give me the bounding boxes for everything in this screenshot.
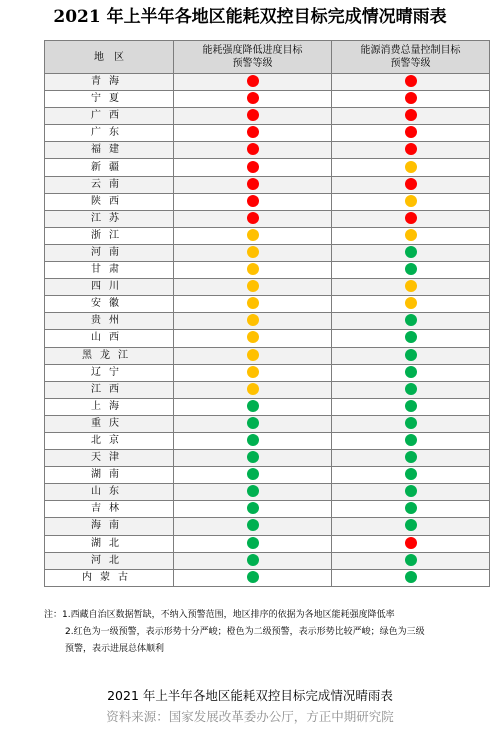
warning-red-dot-icon — [247, 126, 259, 138]
region-cell: 陕西 — [45, 193, 174, 210]
warning-green-dot-icon — [247, 519, 259, 531]
region-cell: 河南 — [45, 244, 174, 261]
warning-green-dot-icon — [405, 571, 417, 583]
warning-green-dot-icon — [405, 468, 417, 480]
intensity-level-cell — [174, 415, 332, 432]
table-row — [45, 569, 490, 586]
table-row — [45, 467, 490, 484]
region-cell: 湖北 — [45, 535, 174, 552]
total-level-cell — [332, 330, 490, 347]
total-level-cell — [332, 227, 490, 244]
intensity-level-cell — [174, 535, 332, 552]
warning-green-dot-icon — [247, 451, 259, 463]
warning-red-dot-icon — [247, 195, 259, 207]
region-cell: 广西 — [45, 108, 174, 125]
warning-green-dot-icon — [405, 502, 417, 514]
figure-caption: 2021 年上半年各地区能耗双控目标完成情况晴雨表 — [107, 688, 393, 703]
total-level-cell — [332, 313, 490, 330]
region-cell: 湖南 — [45, 467, 174, 484]
total-level-cell — [332, 484, 490, 501]
table-row — [45, 176, 490, 193]
note-line-2: 2.红色为一级预警，表示形势十分严峻；橙色为二级预警，表示形势比较严峻；绿色为三级 — [65, 627, 425, 637]
table-row — [45, 432, 490, 449]
region-cell: 甘肃 — [45, 262, 174, 279]
warning-orange-dot-icon — [247, 366, 259, 378]
intensity-level-cell — [174, 176, 332, 193]
warning-green-dot-icon — [247, 400, 259, 412]
table-row — [45, 159, 490, 176]
warning-red-dot-icon — [405, 92, 417, 104]
intensity-level-cell — [174, 193, 332, 210]
page-title: 2021 年上半年各地区能耗双控目标完成情况晴雨表 — [53, 7, 447, 27]
intensity-level-cell — [174, 142, 332, 159]
warning-green-dot-icon — [247, 434, 259, 446]
total-level-cell — [332, 142, 490, 159]
table-row — [45, 193, 490, 210]
total-level-cell — [332, 279, 490, 296]
total-level-cell — [332, 244, 490, 261]
table-row — [45, 125, 490, 142]
intensity-level-cell — [174, 91, 332, 108]
intensity-level-cell — [174, 432, 332, 449]
warning-red-dot-icon — [247, 212, 259, 224]
warning-orange-dot-icon — [247, 280, 259, 292]
warning-green-dot-icon — [405, 434, 417, 446]
table-row — [45, 364, 490, 381]
intensity-level-cell — [174, 210, 332, 227]
region-cell: 贵州 — [45, 313, 174, 330]
table-row — [45, 552, 490, 569]
warning-orange-dot-icon — [247, 383, 259, 395]
total-level-cell — [332, 74, 490, 91]
warning-orange-dot-icon — [247, 349, 259, 361]
table-row — [45, 244, 490, 261]
warning-red-dot-icon — [247, 161, 259, 173]
table-row — [45, 227, 490, 244]
total-level-cell — [332, 450, 490, 467]
warning-orange-dot-icon — [405, 229, 417, 241]
table-row — [45, 296, 490, 313]
intensity-level-cell — [174, 159, 332, 176]
total-level-cell — [332, 552, 490, 569]
region-cell: 新疆 — [45, 159, 174, 176]
intensity-level-cell — [174, 74, 332, 91]
warning-red-dot-icon — [405, 212, 417, 224]
warning-orange-dot-icon — [405, 195, 417, 207]
region-cell: 内蒙古 — [45, 569, 174, 586]
region-cell: 云南 — [45, 176, 174, 193]
intensity-level-cell — [174, 108, 332, 125]
total-level-cell — [332, 347, 490, 364]
region-cell: 海南 — [45, 518, 174, 535]
warning-table — [44, 40, 490, 587]
warning-orange-dot-icon — [247, 314, 259, 326]
total-level-cell — [332, 210, 490, 227]
total-level-cell — [332, 296, 490, 313]
warning-orange-dot-icon — [247, 246, 259, 258]
total-level-cell — [332, 159, 490, 176]
intensity-level-cell — [174, 450, 332, 467]
intensity-level-cell — [174, 296, 332, 313]
table-header-row — [45, 41, 490, 74]
total-level-cell — [332, 125, 490, 142]
table-row — [45, 381, 490, 398]
header-total-line1: 能源消费总量控制目标 — [360, 45, 461, 56]
total-level-cell — [332, 501, 490, 518]
intensity-level-cell — [174, 244, 332, 261]
warning-red-dot-icon — [405, 178, 417, 190]
table-row — [45, 108, 490, 125]
region-cell: 青海 — [45, 74, 174, 91]
intensity-level-cell — [174, 313, 332, 330]
source-line: 资料来源：国家发展改革委办公厅，方正中期研究院 — [106, 709, 394, 724]
table-row — [45, 91, 490, 108]
notes — [44, 607, 490, 658]
warning-green-dot-icon — [247, 468, 259, 480]
intensity-level-cell — [174, 398, 332, 415]
note-line-3: 预警，表示进展总体顺利 — [65, 644, 165, 654]
warning-red-dot-icon — [405, 75, 417, 87]
region-cell: 福建 — [45, 142, 174, 159]
warning-orange-dot-icon — [405, 161, 417, 173]
intensity-level-cell — [174, 569, 332, 586]
intensity-level-cell — [174, 262, 332, 279]
warning-orange-dot-icon — [405, 280, 417, 292]
region-cell: 黑龙江 — [45, 347, 174, 364]
total-level-cell — [332, 108, 490, 125]
warning-green-dot-icon — [405, 485, 417, 497]
warning-green-dot-icon — [405, 451, 417, 463]
table-row — [45, 279, 490, 296]
warning-orange-dot-icon — [247, 229, 259, 241]
region-cell: 河北 — [45, 552, 174, 569]
warning-green-dot-icon — [405, 246, 417, 258]
warning-green-dot-icon — [405, 349, 417, 361]
total-level-cell — [332, 262, 490, 279]
warning-green-dot-icon — [247, 502, 259, 514]
warning-green-dot-icon — [405, 383, 417, 395]
warning-green-dot-icon — [247, 537, 259, 549]
region-cell: 天津 — [45, 450, 174, 467]
table-row — [45, 518, 490, 535]
warning-green-dot-icon — [405, 366, 417, 378]
table-row — [45, 210, 490, 227]
region-cell: 重庆 — [45, 415, 174, 432]
total-level-cell — [332, 364, 490, 381]
total-level-cell — [332, 91, 490, 108]
table-row — [45, 347, 490, 364]
warning-orange-dot-icon — [405, 297, 417, 309]
intensity-level-cell — [174, 518, 332, 535]
table-row — [45, 450, 490, 467]
intensity-level-cell — [174, 501, 332, 518]
total-level-cell — [332, 415, 490, 432]
header-intensity-line1: 能耗强度降低进度目标 — [202, 45, 303, 56]
warning-green-dot-icon — [405, 417, 417, 429]
warning-red-dot-icon — [405, 143, 417, 155]
region-cell: 山东 — [45, 484, 174, 501]
total-level-cell — [332, 467, 490, 484]
total-level-cell — [332, 569, 490, 586]
table-row — [45, 74, 490, 91]
warning-green-dot-icon — [247, 417, 259, 429]
total-level-cell — [332, 535, 490, 552]
region-cell: 辽宁 — [45, 364, 174, 381]
table-row — [45, 313, 490, 330]
warning-red-dot-icon — [405, 537, 417, 549]
table-row — [45, 398, 490, 415]
warning-green-dot-icon — [405, 263, 417, 275]
warning-green-dot-icon — [405, 331, 417, 343]
table-row — [45, 501, 490, 518]
intensity-level-cell — [174, 364, 332, 381]
table-row — [45, 484, 490, 501]
region-cell: 四川 — [45, 279, 174, 296]
warning-green-dot-icon — [405, 314, 417, 326]
warning-green-dot-icon — [247, 485, 259, 497]
region-cell: 吉林 — [45, 501, 174, 518]
region-cell: 江苏 — [45, 210, 174, 227]
warning-red-dot-icon — [247, 178, 259, 190]
intensity-level-cell — [174, 347, 332, 364]
warning-orange-dot-icon — [247, 331, 259, 343]
intensity-level-cell — [174, 381, 332, 398]
total-level-cell — [332, 381, 490, 398]
header-total — [332, 41, 490, 74]
intensity-level-cell — [174, 467, 332, 484]
warning-green-dot-icon — [405, 519, 417, 531]
total-level-cell — [332, 398, 490, 415]
warning-orange-dot-icon — [247, 263, 259, 275]
header-region: 地 区 — [45, 41, 174, 74]
intensity-level-cell — [174, 330, 332, 347]
warning-orange-dot-icon — [247, 297, 259, 309]
table-row — [45, 330, 490, 347]
region-cell: 山西 — [45, 330, 174, 347]
intensity-level-cell — [174, 552, 332, 569]
warning-red-dot-icon — [247, 109, 259, 121]
intensity-level-cell — [174, 227, 332, 244]
note-line-1: 注：1.西藏自治区数据暂缺，不纳入预警范围，地区排序的依据为各地区能耗强度降低率 — [44, 610, 395, 620]
header-total-line2: 预警等级 — [390, 58, 431, 69]
header-intensity — [174, 41, 332, 74]
region-cell: 上海 — [45, 398, 174, 415]
table-row — [45, 415, 490, 432]
warning-green-dot-icon — [405, 554, 417, 566]
total-level-cell — [332, 518, 490, 535]
total-level-cell — [332, 176, 490, 193]
region-cell: 江西 — [45, 381, 174, 398]
warning-green-dot-icon — [405, 400, 417, 412]
region-cell: 安徽 — [45, 296, 174, 313]
warning-green-dot-icon — [247, 571, 259, 583]
intensity-level-cell — [174, 125, 332, 142]
region-cell: 广东 — [45, 125, 174, 142]
warning-red-dot-icon — [405, 126, 417, 138]
region-cell: 北京 — [45, 432, 174, 449]
region-cell: 浙江 — [45, 227, 174, 244]
total-level-cell — [332, 432, 490, 449]
warning-red-dot-icon — [247, 75, 259, 87]
table-row — [45, 535, 490, 552]
warning-red-dot-icon — [247, 92, 259, 104]
warning-red-dot-icon — [405, 109, 417, 121]
table-row — [45, 262, 490, 279]
warning-green-dot-icon — [247, 554, 259, 566]
table-row — [45, 142, 490, 159]
warning-red-dot-icon — [247, 143, 259, 155]
intensity-level-cell — [174, 279, 332, 296]
total-level-cell — [332, 193, 490, 210]
table-body — [45, 74, 490, 587]
region-cell: 宁夏 — [45, 91, 174, 108]
header-intensity-line2: 预警等级 — [232, 58, 273, 69]
intensity-level-cell — [174, 484, 332, 501]
